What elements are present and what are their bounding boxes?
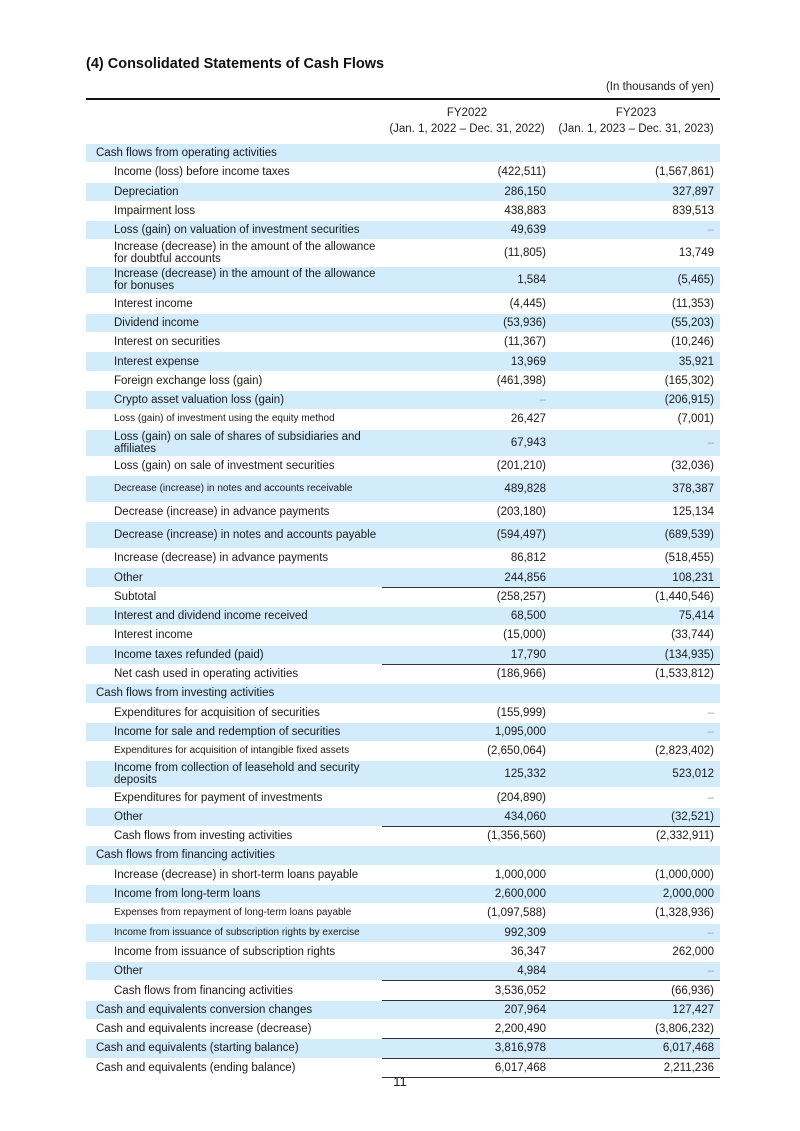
value-fy2023: (1,567,861)	[552, 163, 720, 182]
row-label: Impairment loss	[86, 201, 382, 220]
row-label: Cash flows from investing activities	[86, 827, 382, 846]
table-row	[86, 942, 720, 961]
value-fy2023: –	[552, 429, 720, 456]
value-fy2023: –	[552, 221, 720, 240]
value-fy2023: 839,513	[552, 201, 720, 220]
table-row	[86, 568, 720, 587]
value-fy2023: 523,012	[552, 761, 720, 788]
row-label: Expenditures for payment of investments	[86, 788, 382, 807]
row-label: Other	[86, 568, 382, 587]
row-label: Income taxes refunded (paid)	[86, 645, 382, 664]
value-fy2022: (201,210)	[382, 456, 552, 475]
table-row	[86, 587, 720, 606]
value-fy2023: (32,521)	[552, 807, 720, 826]
row-label: Income (loss) before income taxes	[86, 163, 382, 182]
value-fy2022: 438,883	[382, 201, 552, 220]
value-fy2023	[552, 846, 720, 865]
header-rule-right	[382, 98, 720, 100]
value-fy2023: –	[552, 722, 720, 741]
row-label: Income for sale and redemption of securities	[86, 722, 382, 741]
value-fy2022	[382, 144, 552, 163]
row-label: Interest income	[86, 294, 382, 313]
table-row	[86, 371, 720, 390]
row-label: Increase (decrease) in the amount of the allowance for bonuses	[86, 267, 382, 294]
row-label: Loss (gain) on valuation of investment securities	[86, 221, 382, 240]
value-fy2023: (1,000,000)	[552, 865, 720, 884]
value-fy2023	[552, 684, 720, 703]
table-row	[86, 742, 720, 761]
value-fy2022: 3,816,978	[382, 1039, 552, 1058]
value-fy2023	[552, 144, 720, 163]
value-fy2022: (155,999)	[382, 703, 552, 722]
page-number: 11	[393, 1074, 407, 1089]
value-fy2023: 6,017,468	[552, 1039, 720, 1058]
value-fy2022: 125,332	[382, 761, 552, 788]
table-row	[86, 390, 720, 409]
table-row	[86, 645, 720, 664]
value-fy2022: 1,000,000	[382, 865, 552, 884]
value-fy2023: (32,036)	[552, 456, 720, 475]
value-fy2022: 489,828	[382, 475, 552, 502]
value-fy2023: 262,000	[552, 942, 720, 961]
row-label: Cash flows from operating activities	[86, 144, 382, 163]
table-row	[86, 221, 720, 240]
table-row	[86, 502, 720, 521]
value-fy2022: (258,257)	[382, 587, 552, 606]
value-fy2022: (11,805)	[382, 240, 552, 267]
table-row	[86, 240, 720, 267]
row-label: Increase (decrease) in advance payments	[86, 549, 382, 568]
value-fy2023: 327,897	[552, 182, 720, 201]
value-fy2023: 75,414	[552, 607, 720, 626]
row-label: Loss (gain) of investment using the equity method	[86, 410, 382, 429]
table-row	[86, 182, 720, 201]
value-fy2023: (1,440,546)	[552, 587, 720, 606]
value-fy2022	[382, 684, 552, 703]
row-label: Decrease (increase) in advance payments	[86, 502, 382, 521]
row-label: Income from issuance of subscription rights by exercise	[86, 923, 382, 942]
value-fy2023: (5,465)	[552, 267, 720, 294]
row-label: Increase (decrease) in short-term loans payable	[86, 865, 382, 884]
value-fy2022: (422,511)	[382, 163, 552, 182]
table-row	[86, 294, 720, 313]
value-fy2023: (1,328,936)	[552, 904, 720, 923]
table-row	[86, 313, 720, 332]
row-label: Cash and equivalents (ending balance)	[86, 1058, 382, 1077]
row-label: Subtotal	[86, 587, 382, 606]
value-fy2022: 2,600,000	[382, 884, 552, 903]
row-label: Loss (gain) on sale of investment securities	[86, 456, 382, 475]
column-year: FY2022	[446, 107, 488, 119]
page-title: (4) Consolidated Statements of Cash Flows	[86, 56, 385, 72]
table-row	[86, 846, 720, 865]
value-fy2022: 434,060	[382, 807, 552, 826]
value-fy2023: (66,936)	[552, 981, 720, 1000]
table-row	[86, 761, 720, 788]
value-fy2022: 992,309	[382, 923, 552, 942]
value-fy2022	[382, 846, 552, 865]
table-row	[86, 962, 720, 981]
row-label: Loss (gain) on sale of shares of subsidiaries and affiliates	[86, 429, 382, 456]
table-row	[86, 904, 720, 923]
value-fy2022: (594,497)	[382, 522, 552, 549]
value-fy2022: (461,398)	[382, 371, 552, 390]
value-fy2022: 1,584	[382, 267, 552, 294]
value-fy2022: 26,427	[382, 410, 552, 429]
row-label: Expenses from repayment of long-term loans payable	[86, 904, 382, 923]
table-row	[86, 144, 720, 163]
value-fy2022: (53,936)	[382, 313, 552, 332]
row-label: Income from collection of leasehold and security deposits	[86, 761, 382, 788]
column-header-fy2023	[552, 105, 720, 137]
table-row	[86, 626, 720, 645]
value-fy2023: (518,455)	[552, 549, 720, 568]
value-fy2022: –	[382, 390, 552, 409]
cash-flow-table	[86, 143, 720, 1078]
value-fy2023: (206,915)	[552, 390, 720, 409]
value-fy2023: (2,823,402)	[552, 742, 720, 761]
value-fy2023: 125,134	[552, 502, 720, 521]
table-row	[86, 923, 720, 942]
unit-note: (In thousands of yen)	[605, 81, 714, 93]
row-label: Depreciation	[86, 182, 382, 201]
value-fy2023: (1,533,812)	[552, 664, 720, 683]
value-fy2022: (15,000)	[382, 626, 552, 645]
table-row	[86, 788, 720, 807]
table-row	[86, 827, 720, 846]
value-fy2023: –	[552, 703, 720, 722]
value-fy2023: (7,001)	[552, 410, 720, 429]
table-row	[86, 884, 720, 903]
value-fy2022: 1,095,000	[382, 722, 552, 741]
value-fy2023: (11,353)	[552, 294, 720, 313]
table-row	[86, 1019, 720, 1038]
value-fy2022: (1,097,588)	[382, 904, 552, 923]
row-label: Income from long-term loans	[86, 884, 382, 903]
value-fy2023: 108,231	[552, 568, 720, 587]
value-fy2022: 3,536,052	[382, 981, 552, 1000]
value-fy2023: (2,332,911)	[552, 827, 720, 846]
table-row	[86, 865, 720, 884]
value-fy2022: (203,180)	[382, 502, 552, 521]
value-fy2023: (55,203)	[552, 313, 720, 332]
row-label: Income from issuance of subscription rights	[86, 942, 382, 961]
table-row	[86, 267, 720, 294]
value-fy2022: 49,639	[382, 221, 552, 240]
table-row	[86, 201, 720, 220]
value-fy2023: 35,921	[552, 352, 720, 371]
table-row	[86, 410, 720, 429]
table-row	[86, 807, 720, 826]
value-fy2022: 17,790	[382, 645, 552, 664]
value-fy2023: (134,935)	[552, 645, 720, 664]
value-fy2022: (186,966)	[382, 664, 552, 683]
row-label: Dividend income	[86, 313, 382, 332]
row-label: Interest expense	[86, 352, 382, 371]
value-fy2023: –	[552, 788, 720, 807]
table-row	[86, 1000, 720, 1019]
table-row	[86, 522, 720, 549]
row-label: Crypto asset valuation loss (gain)	[86, 390, 382, 409]
row-label: Interest and dividend income received	[86, 607, 382, 626]
row-label: Other	[86, 807, 382, 826]
value-fy2023: –	[552, 923, 720, 942]
table-row	[86, 333, 720, 352]
table-row	[86, 684, 720, 703]
value-fy2022: 13,969	[382, 352, 552, 371]
row-label: Cash and equivalents conversion changes	[86, 1000, 382, 1019]
table-row	[86, 456, 720, 475]
row-label: Cash flows from financing activities	[86, 846, 382, 865]
value-fy2022: 6,017,468	[382, 1058, 552, 1077]
value-fy2023: –	[552, 962, 720, 981]
table-row	[86, 352, 720, 371]
value-fy2022: 4,984	[382, 962, 552, 981]
value-fy2022: (4,445)	[382, 294, 552, 313]
value-fy2023: (165,302)	[552, 371, 720, 390]
value-fy2023: 2,000,000	[552, 884, 720, 903]
table-row	[86, 549, 720, 568]
value-fy2023: 127,427	[552, 1000, 720, 1019]
value-fy2022: (1,356,560)	[382, 827, 552, 846]
value-fy2023: 13,749	[552, 240, 720, 267]
table-row	[86, 475, 720, 502]
value-fy2023: 378,387	[552, 475, 720, 502]
row-label: Interest income	[86, 626, 382, 645]
table-row	[86, 981, 720, 1000]
row-label: Foreign exchange loss (gain)	[86, 371, 382, 390]
column-year: FY2023	[615, 107, 657, 119]
value-fy2023: (3,806,232)	[552, 1019, 720, 1038]
value-fy2022: (11,367)	[382, 333, 552, 352]
value-fy2022: 286,150	[382, 182, 552, 201]
row-label: Decrease (increase) in notes and accounts receivable	[86, 475, 382, 502]
row-label: Increase (decrease) in the amount of the allowance for doubtful accounts	[86, 240, 382, 267]
row-label: Decrease (increase) in notes and accounts payable	[86, 522, 382, 549]
row-label: Net cash used in operating activities	[86, 664, 382, 683]
table-row	[86, 1039, 720, 1058]
value-fy2023: (33,744)	[552, 626, 720, 645]
value-fy2023: (10,246)	[552, 333, 720, 352]
row-label: Expenditures for acquisition of securities	[86, 703, 382, 722]
value-fy2023: 2,211,236	[552, 1058, 720, 1077]
table-row	[86, 664, 720, 683]
row-label: Other	[86, 962, 382, 981]
row-label: Cash flows from investing activities	[86, 684, 382, 703]
value-fy2022: 2,200,490	[382, 1019, 552, 1038]
column-header-fy2022	[382, 105, 552, 137]
table-row	[86, 722, 720, 741]
value-fy2023: (689,539)	[552, 522, 720, 549]
column-period: (Jan. 1, 2023 – Dec. 31, 2023)	[558, 123, 714, 135]
value-fy2022: 36,347	[382, 942, 552, 961]
value-fy2022: 68,500	[382, 607, 552, 626]
value-fy2022: (2,650,064)	[382, 742, 552, 761]
row-label: Expenditures for acquisition of intangible fixed assets	[86, 742, 382, 761]
value-fy2022: 86,812	[382, 549, 552, 568]
row-label: Interest on securities	[86, 333, 382, 352]
row-label: Cash flows from financing activities	[86, 981, 382, 1000]
table-row	[86, 607, 720, 626]
table-row	[86, 703, 720, 722]
table-row	[86, 163, 720, 182]
value-fy2022: (204,890)	[382, 788, 552, 807]
value-fy2022: 207,964	[382, 1000, 552, 1019]
column-period: (Jan. 1, 2022 – Dec. 31, 2022)	[389, 123, 545, 135]
value-fy2022: 244,856	[382, 568, 552, 587]
row-label: Cash and equivalents increase (decrease)	[86, 1019, 382, 1038]
table-row	[86, 429, 720, 456]
row-label: Cash and equivalents (starting balance)	[86, 1039, 382, 1058]
value-fy2022: 67,943	[382, 429, 552, 456]
header-rule-left	[86, 98, 382, 100]
